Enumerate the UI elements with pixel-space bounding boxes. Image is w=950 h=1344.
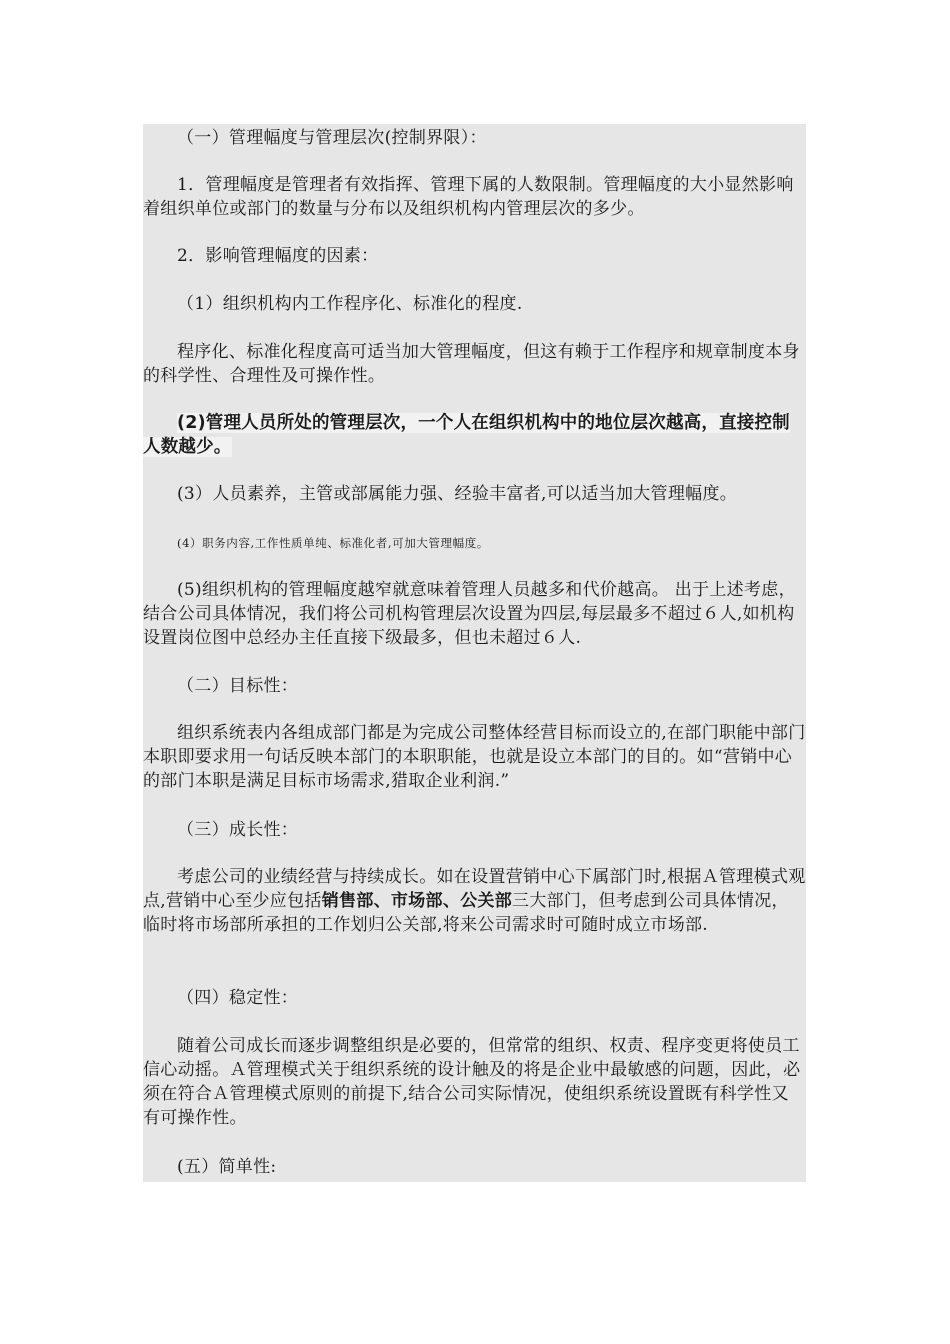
paragraph-factors-heading: 2．影响管理幅度的因素： bbox=[177, 246, 379, 266]
paragraph-stability: 随着公司成长而逐步调整组织是必要的，但常常的组织、权责、程序变更将使员工信心动摇。Ａ管理模式关于组织系统的设计触及的将是企业中最敏感的问题，因此，必须在符合Ａ管理模式原则的前提下,结合公司实际情况，使组织系统设置既有科学性又有可操作性。 bbox=[143, 1036, 801, 1128]
growth-departments-bold: 销售部、市场部、公关部 bbox=[321, 891, 513, 911]
paragraph-factor-1: （1）组织机构内工作程序化、标准化的程度. bbox=[177, 294, 523, 314]
section-heading-growth: （三）成长性： bbox=[177, 820, 299, 840]
section-heading-objective: （二）目标性： bbox=[177, 676, 299, 696]
paragraph-factor-3: (3）人员素养，主管或部属能力强、经验丰富者,可以适当加大管理幅度。 bbox=[177, 484, 738, 504]
section-heading-simplicity: (五）简单性: bbox=[177, 1157, 277, 1177]
paragraph-factor-2 bbox=[143, 411, 806, 459]
paragraph-factor-4: (4）职务内容,工作性质单纯、标准化者,可加大管理幅度。 bbox=[177, 536, 489, 550]
paragraph-growth bbox=[143, 865, 806, 937]
section-heading-span-of-control: （一）管理幅度与管理层次(控制界限）： bbox=[177, 128, 487, 148]
paragraph-objective: 组织系统表内各组成部门都是为完成公司整体经营目标而设立的,在部门职能中部门本职即要求用一句话反映本部门的本职职能，也就是设立本部门的目的。如“营销中心的部门本职是满足目标市场需求,猎取企业利润.” bbox=[143, 723, 806, 791]
section-heading-stability: （四）稳定性： bbox=[177, 988, 299, 1008]
document-page-body bbox=[143, 124, 806, 1182]
paragraph-standardization: 程序化、标准化程度高可适当加大管理幅度，但这有赖于工作程序和规章制度本身的科学性、合理性及可操作性。 bbox=[143, 342, 800, 386]
highlighted-text: (2)管理人员所处的管理层次，一个人在组织机构中的地位层次越高，直接控制人数越少。 bbox=[143, 413, 790, 457]
paragraph-span-definition: 1．管理幅度是管理者有效指挥、管理下属的人数限制。管理幅度的大小显然影响着组织单位或部门的数量与分布以及组织机构内管理层次的多少。 bbox=[143, 175, 794, 219]
paragraph-factor-5: (5)组织机构的管理幅度越窄就意味着管理人员越多和代价越高。 出于上述考虑，结合公司具体情况，我们将公司机构管理层次设置为四层,每层最多不超过６人,如机构设置岗位图中总经办主任直接下级最多，但也未超过６人. bbox=[143, 580, 796, 648]
growth-text-part-1: 考虑公司的业绩经营与持续成长。如在设置营销中心下属部门时,根据Ａ管理模式观点,营销中心至少应包括 bbox=[143, 867, 806, 911]
growth-text-part-2: 三大部门，但考虑到公司具体情况，临时将市场部所承担的工作划归公关部,将来公司需求时可随时成立市场部. bbox=[143, 891, 789, 935]
